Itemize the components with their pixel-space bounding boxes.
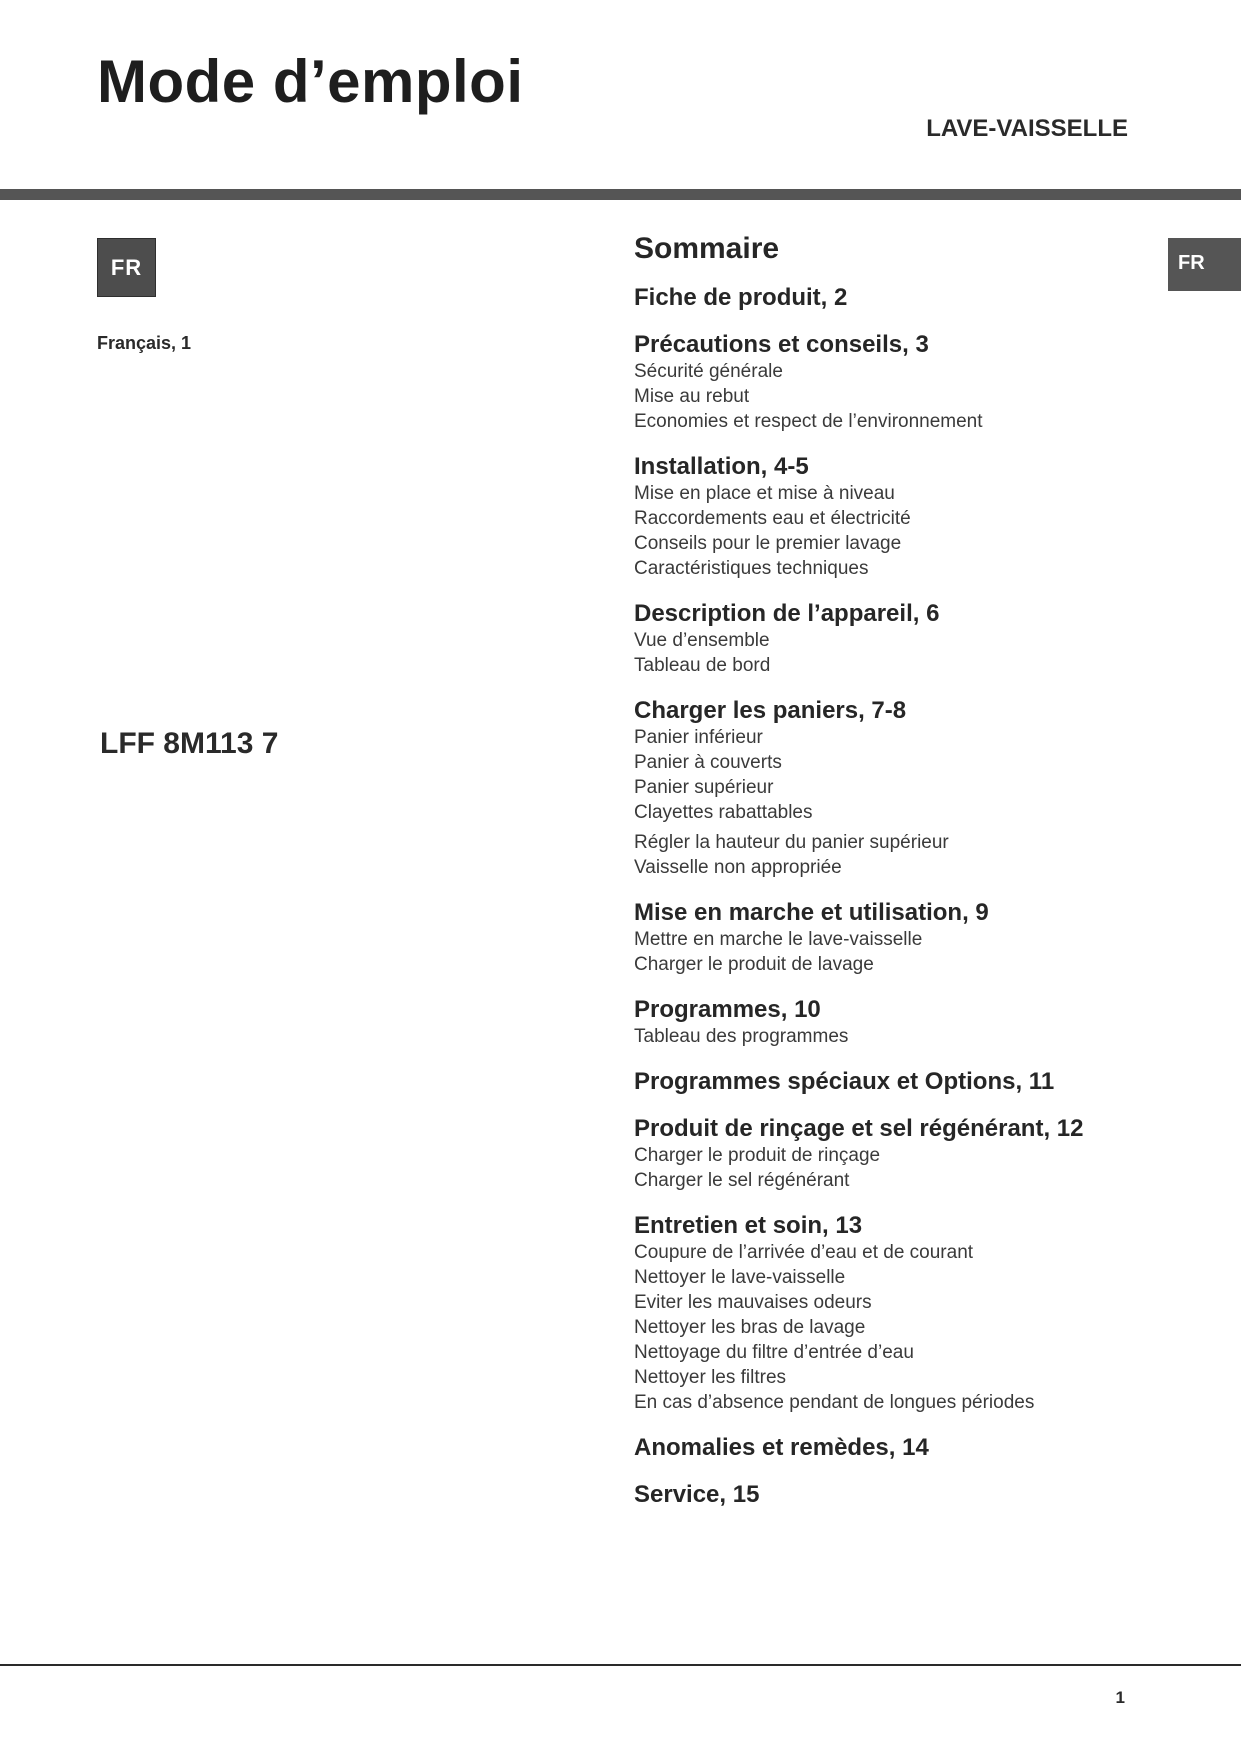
toc-section <box>634 1481 1154 1509</box>
toc-item[interactable]: Nettoyer les bras de lavage <box>634 1317 866 1338</box>
footer-divider <box>0 1664 1241 1666</box>
toc-item[interactable]: Panier à couverts <box>634 752 782 773</box>
toc-item[interactable]: Nettoyage du filtre d’entrée d’eau <box>634 1342 914 1363</box>
toc-item[interactable]: Mettre en marche le lave-vaisselle <box>634 929 923 950</box>
toc-section <box>634 284 1154 312</box>
toc-section-title[interactable]: Fiche de produit, 2 <box>634 284 848 311</box>
toc-item[interactable]: Coupure de l’arrivée d’eau et de courant <box>634 1242 974 1263</box>
toc-section-title[interactable]: Produit de rinçage et sel régénérant, 12 <box>634 1115 1084 1142</box>
toc-item[interactable]: Conseils pour le premier lavage <box>634 533 902 554</box>
toc-section-list <box>634 284 1154 1509</box>
language-page-link[interactable]: Français, 1 <box>97 333 192 353</box>
toc-section <box>634 1212 1154 1415</box>
toc-section <box>634 453 1154 581</box>
toc-item[interactable]: Charger le sel régénérant <box>634 1170 850 1191</box>
toc-section-title[interactable]: Programmes, 10 <box>634 996 821 1023</box>
toc-item[interactable]: Mise en place et mise à niveau <box>634 483 895 504</box>
toc-item[interactable]: Vaisselle non appropriée <box>634 857 842 878</box>
toc-item[interactable]: Charger le produit de lavage <box>634 954 874 975</box>
toc-item[interactable]: Tableau de bord <box>634 655 771 676</box>
language-badge: FR <box>97 238 156 297</box>
toc-section <box>634 331 1154 434</box>
toc-item[interactable]: Eviter les mauvaises odeurs <box>634 1292 872 1313</box>
table-of-contents <box>634 232 1154 1528</box>
toc-item[interactable]: Economies et respect de l’environnement <box>634 411 983 432</box>
document-subtitle: LAVE-VAISSELLE <box>926 115 1128 142</box>
toc-section <box>634 1115 1154 1193</box>
page-number: 1 <box>1115 1688 1125 1707</box>
toc-section <box>634 899 1154 977</box>
toc-section-title[interactable]: Anomalies et remèdes, 14 <box>634 1434 929 1461</box>
language-side-tab: FR <box>1168 238 1241 291</box>
toc-item[interactable]: Nettoyer les filtres <box>634 1367 787 1388</box>
toc-section-title[interactable]: Mise en marche et utilisation, 9 <box>634 899 989 926</box>
toc-section-title[interactable]: Service, 15 <box>634 1481 760 1508</box>
toc-item[interactable]: Régler la hauteur du panier supérieur <box>634 832 949 853</box>
toc-section-title[interactable]: Programmes spéciaux et Options, 11 <box>634 1068 1055 1095</box>
toc-item[interactable]: En cas d’absence pendant de longues périodes <box>634 1392 1035 1413</box>
toc-section-title[interactable]: Précautions et conseils, 3 <box>634 331 929 358</box>
toc-item[interactable]: Sécurité générale <box>634 361 783 382</box>
toc-section <box>634 697 1154 880</box>
toc-section <box>634 600 1154 678</box>
toc-section-title[interactable]: Entretien et soin, 13 <box>634 1212 863 1239</box>
toc-section-title[interactable]: Charger les paniers, 7-8 <box>634 697 907 724</box>
header-divider <box>0 189 1241 200</box>
model-number: LFF 8M113 7 <box>100 727 279 760</box>
toc-item[interactable]: Vue d’ensemble <box>634 630 770 651</box>
page-title: Mode d’emploi <box>97 48 524 115</box>
toc-item[interactable]: Caractéristiques techniques <box>634 558 869 579</box>
toc-section <box>634 1068 1154 1096</box>
toc-item[interactable]: Tableau des programmes <box>634 1026 849 1047</box>
toc-section <box>634 1434 1154 1462</box>
toc-item[interactable]: Panier inférieur <box>634 727 763 748</box>
toc-section <box>634 996 1154 1049</box>
toc-section-title[interactable]: Installation, 4-5 <box>634 453 809 480</box>
toc-item[interactable]: Charger le produit de rinçage <box>634 1145 881 1166</box>
toc-item[interactable]: Mise au rebut <box>634 386 750 407</box>
toc-section-title[interactable]: Description de l’appareil, 6 <box>634 600 940 627</box>
toc-item[interactable]: Raccordements eau et électricité <box>634 508 911 529</box>
toc-item[interactable]: Nettoyer le lave-vaisselle <box>634 1267 846 1288</box>
toc-item[interactable]: Clayettes rabattables <box>634 802 813 823</box>
toc-item[interactable]: Panier supérieur <box>634 777 774 798</box>
toc-heading: Sommaire <box>634 232 780 265</box>
